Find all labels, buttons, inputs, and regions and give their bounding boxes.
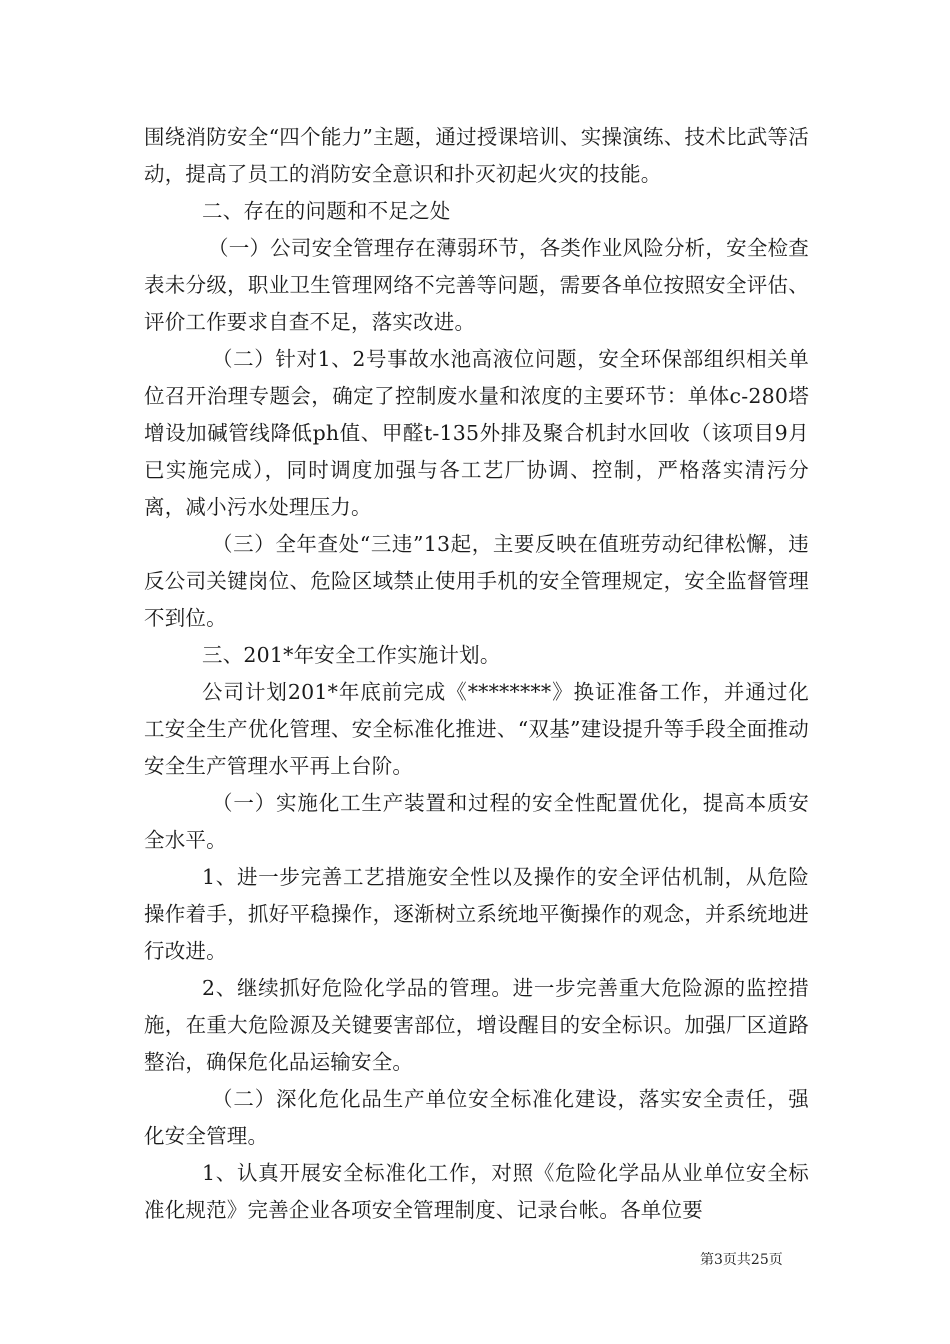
- section-heading-plan: 三、201*年安全工作实施计划。: [202, 643, 501, 667]
- paragraph-plan-item-1-2: 2、继续抓好危险化学品的管理。进一步完善重大危险源的监控措施，在重大危险源及关键要害部位，增设醒目的安全标识。加强厂区道路整治，确保危化品运输安全。: [144, 976, 809, 1074]
- paragraph-plan-item-1-1: 1、进一步完善工艺措施安全性以及操作的安全评估机制，从危险操作着手，抓好平稳操作，逐渐树立系统地平衡操作的观念，并系统地进行改进。: [144, 865, 809, 963]
- paragraph-problem-1: （一）公司安全管理存在薄弱环节，各类作业风险分析，安全检查表未分级，职业卫生管理网络不完善等问题，需要各单位按照安全评估、评价工作要求自查不足，落实改进。: [144, 236, 809, 334]
- paragraph-problem-2: （二）针对1、2号事故水池高液位问题，安全环保部组织相关单位召开治理专题会，确定了控制废水量和浓度的主要环节：单体c-280塔增设加碱管线降低ph值、甲醛t-135外排及聚合机封水回收（该项目9月已实施完成），同时调度加强与各工艺厂协调、控制，严格落实清污分离，减小污水处理压力。: [144, 347, 809, 519]
- paragraph-plan-item-2: （二）深化危化品生产单位安全标准化建设，落实安全责任，强化安全管理。: [144, 1087, 809, 1148]
- document-body: [144, 119, 809, 1229]
- paragraph-problem-3: （三）全年查处“三违”13起，主要反映在值班劳动纪律松懈，违反公司关键岗位、危险区域禁止使用手机的安全管理规定，安全监督管理不到位。: [144, 532, 809, 630]
- paragraph-intro-continuation: 围绕消防安全“四个能力”主题，通过授课培训、实操演练、技术比武等活动，提高了员工的消防安全意识和扑灭初起火灾的技能。: [144, 125, 809, 186]
- section-heading-problems: 二、存在的问题和不足之处: [202, 199, 451, 223]
- page-number-footer: 第3页共25页: [700, 1252, 783, 1268]
- paragraph-plan-item-2-1: 1、认真开展安全标准化工作，对照《危险化学品从业单位安全标准化规范》完善企业各项安全管理制度、记录台帐。各单位要: [144, 1161, 809, 1222]
- paragraph-plan-overview: 公司计划201*年底前完成《********》换证准备工作，并通过化工安全生产优化管理、安全标准化推进、“双基”建设提升等手段全面推动安全生产管理水平再上台阶。: [144, 680, 809, 778]
- paragraph-plan-item-1: （一）实施化工生产装置和过程的安全性配置优化，提高本质安全水平。: [144, 791, 809, 852]
